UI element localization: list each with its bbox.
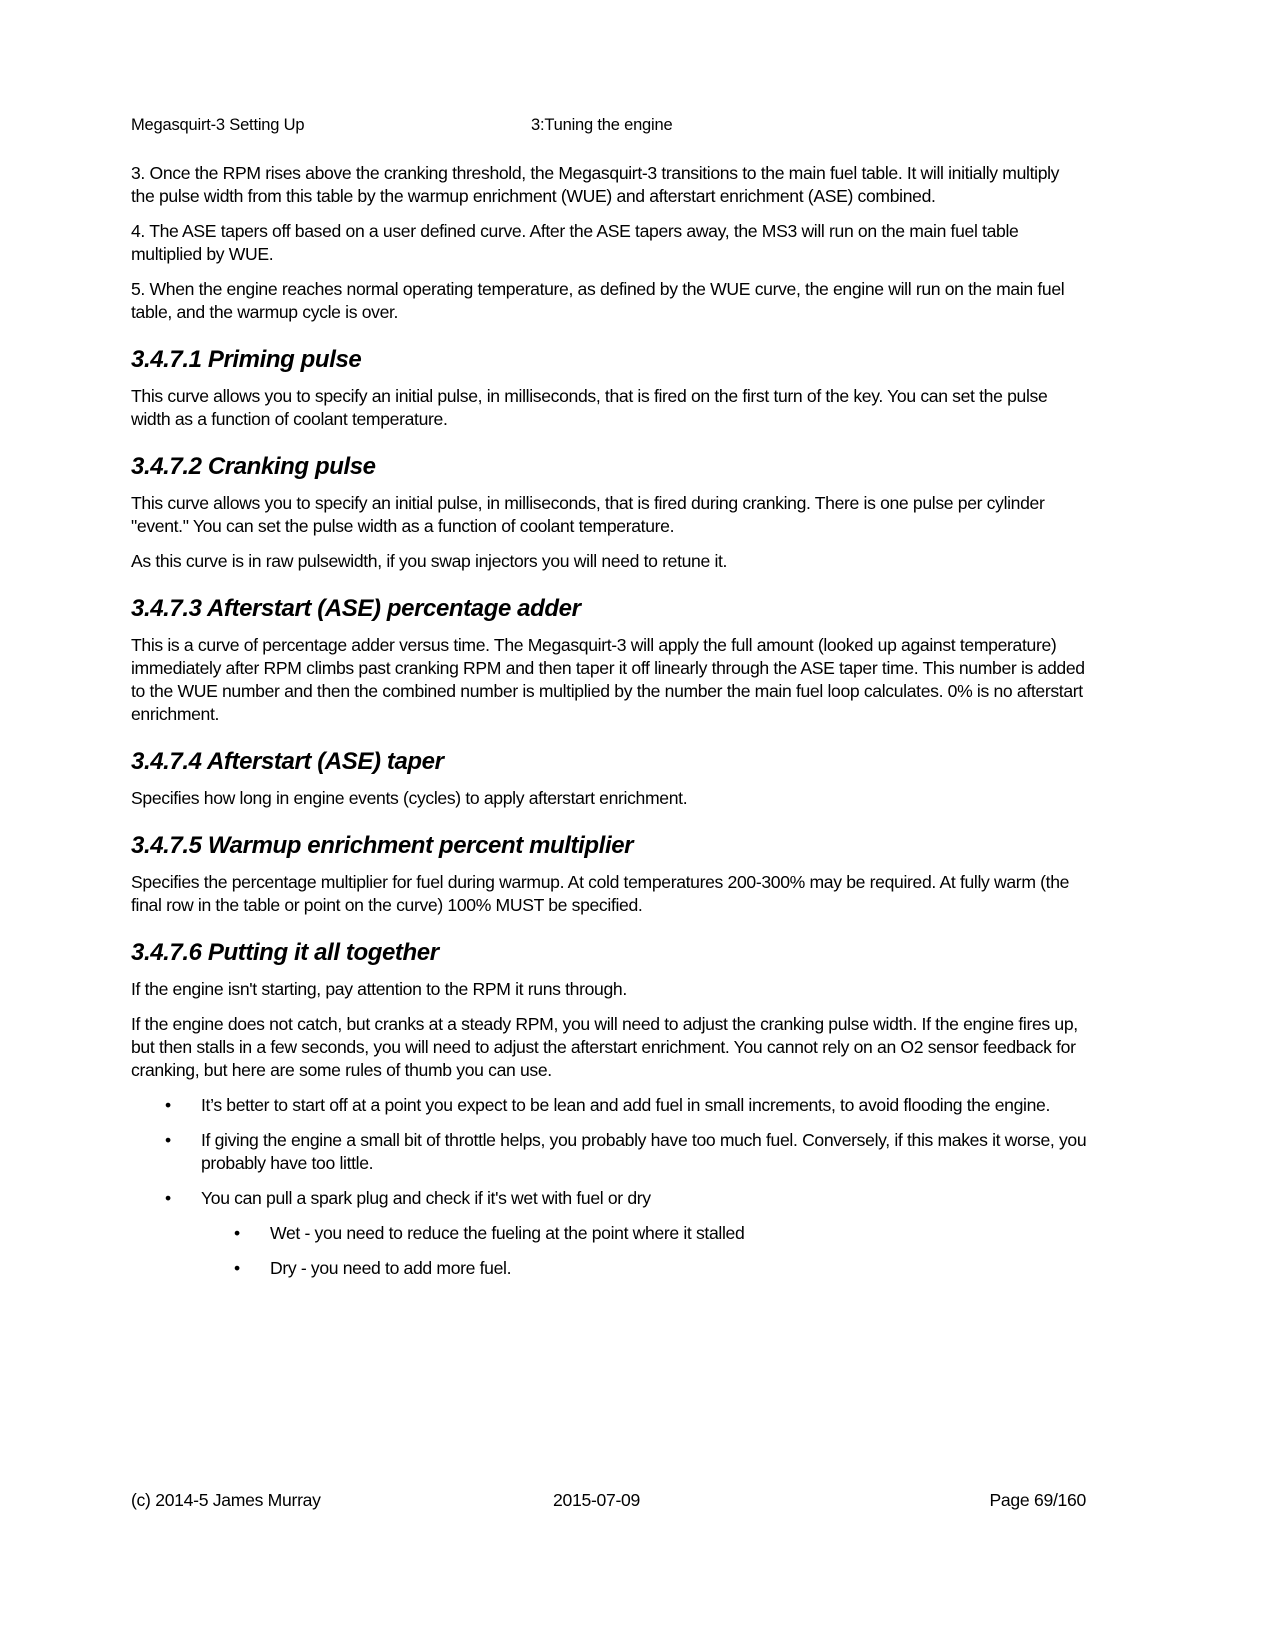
header-document-title: Megasquirt-3 Setting Up <box>131 116 305 134</box>
list-item <box>131 1187 1087 1210</box>
section-paragraph: This curve allows you to specify an initial pulse, in milliseconds, that is fired during cranking. There is one pulse per cylinder "event." You can set the pulse width as a function of coolant temperature. <box>131 493 1045 536</box>
header-chapter-title: 3:Tuning the engine <box>531 116 673 134</box>
section-paragraph: This is a curve of percentage adder versus time. The Megasquirt-3 will apply the full amount (looked up against temperature) immediately after RPM climbs past cranking RPM and then taper it off linearly through the ASE taper time. This number is added to the WUE number and then the combined number is multiplied by the number the main fuel loop calculates. 0% is no afterstart enrichment. <box>131 635 1085 724</box>
section-paragraph: Specifies how long in engine events (cycles) to apply afterstart enrichment. <box>131 788 688 808</box>
bullet-icon: • <box>165 1188 171 1208</box>
section-heading-putting-it-together: 3.4.7.6 Putting it all together <box>131 939 439 966</box>
section-paragraph: Specifies the percentage multiplier for fuel during warmup. At cold temperatures 200-300% may be required. At fully warm (the final row in the table or point on the curve) 100% MUST be specified. <box>131 872 1070 915</box>
section-heading-warmup-enrichment: 3.4.7.5 Warmup enrichment percent multiplier <box>131 832 634 859</box>
rules-of-thumb-list <box>131 1094 1087 1210</box>
page-content <box>131 162 1087 1292</box>
section-paragraph: As this curve is in raw pulsewidth, if you swap injectors you will need to retune it. <box>131 551 728 571</box>
section-heading-ase-taper: 3.4.7.4 Afterstart (ASE) taper <box>131 748 444 775</box>
page-header <box>131 116 1091 138</box>
section-paragraph: This curve allows you to specify an initial pulse, in milliseconds, that is fired on the first turn of the key. You can set the pulse width as a function of coolant temperature. <box>131 386 1048 429</box>
list-item <box>131 1094 1087 1117</box>
footer-date: 2015-07-09 <box>553 1490 640 1510</box>
list-item-text: If giving the engine a small bit of throttle helps, you probably have too much fuel. Conversely, if this makes it worse, you probably have too little. <box>201 1130 1087 1173</box>
sub-list-item <box>200 1257 1087 1280</box>
page-footer <box>131 1490 1086 1514</box>
section-heading-ase-percentage-adder: 3.4.7.3 Afterstart (ASE) percentage adder <box>131 595 581 622</box>
sub-list-item-text: Dry - you need to add more fuel. <box>270 1258 512 1278</box>
sub-list-item-text: Wet - you need to reduce the fueling at the point where it stalled <box>270 1223 745 1243</box>
intro-paragraph: 5. When the engine reaches normal operating temperature, as defined by the WUE curve, the engine will run on the main fuel table, and the warmup cycle is over. <box>131 279 1065 322</box>
bullet-icon: • <box>165 1130 171 1150</box>
list-item <box>131 1129 1087 1175</box>
section-paragraph: If the engine isn't starting, pay attention to the RPM it runs through. <box>131 979 627 999</box>
sub-list-item <box>200 1222 1087 1245</box>
bullet-icon: • <box>234 1223 240 1243</box>
section-heading-priming-pulse: 3.4.7.1 Priming pulse <box>131 346 362 373</box>
intro-paragraph: 3. Once the RPM rises above the cranking threshold, the Megasquirt-3 transitions to the main fuel table. It will initially multiply the pulse width from this table by the warmup enrichment (WUE) and afterstart enrichment (ASE) combined. <box>131 163 1060 206</box>
bullet-icon: • <box>165 1095 171 1115</box>
spark-plug-sublist <box>131 1222 1087 1280</box>
intro-paragraph: 4. The ASE tapers off based on a user defined curve. After the ASE tapers away, the MS3 will run on the main fuel table multiplied by WUE. <box>131 221 1019 264</box>
list-item-text: It’s better to start off at a point you expect to be lean and add fuel in small increments, to avoid flooding the engine. <box>201 1095 1050 1115</box>
footer-page-number: Page 69/160 <box>989 1490 1086 1510</box>
footer-copyright: (c) 2014-5 James Murray <box>131 1490 321 1510</box>
section-paragraph: If the engine does not catch, but cranks at a steady RPM, you will need to adjust the cranking pulse width. If the engine fires up, but then stalls in a few seconds, you will need to adjust the afterstart enrichment. You cannot rely on an O2 sensor feedback for cranking, but here are some rules of thumb you can use. <box>131 1014 1078 1080</box>
section-heading-cranking-pulse: 3.4.7.2 Cranking pulse <box>131 453 376 480</box>
bullet-icon: • <box>234 1258 240 1278</box>
list-item-text: You can pull a spark plug and check if it's wet with fuel or dry <box>201 1188 651 1208</box>
